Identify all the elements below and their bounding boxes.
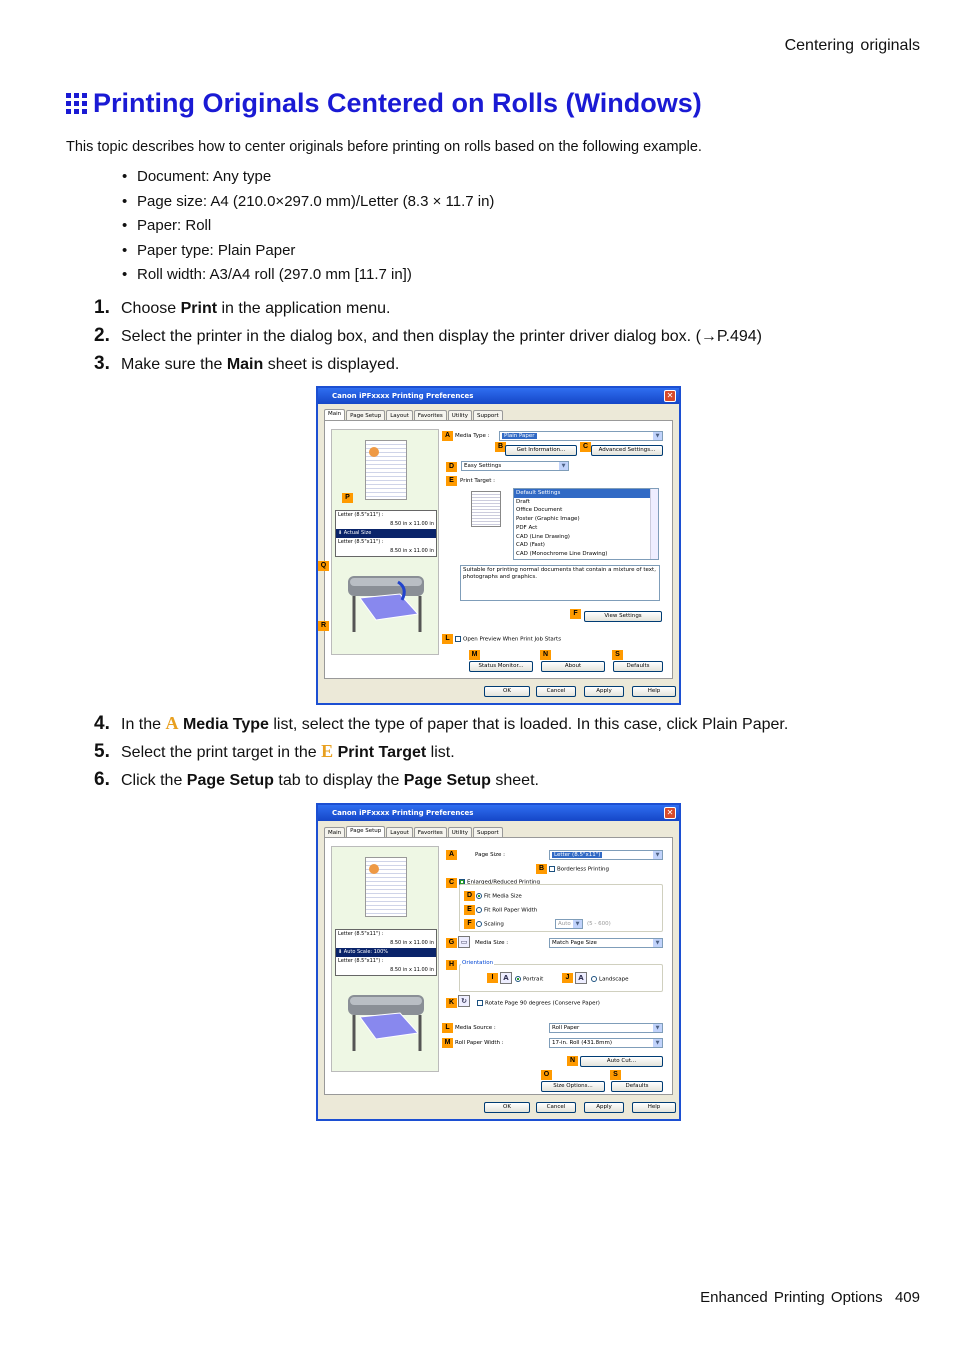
list-item[interactable]: PDF Act (516, 524, 538, 531)
step-4: 4. In the A Media Type list, select the type of paper that is loaded. In this case, click Plain Paper. (94, 713, 789, 734)
running-header: Centering originals (784, 37, 920, 54)
step-2: 2. Select the printer in the dialog box, and then display the printer driver dialog box. (→P.494) (94, 325, 762, 346)
callout-C: C (446, 878, 457, 888)
list-item[interactable]: Draft (516, 498, 530, 505)
scaling-stepper[interactable]: Auto ▼ (555, 919, 583, 929)
page-number: 409 (894, 1289, 920, 1306)
rotate-page-checkbox[interactable]: Rotate Page 90 degrees (Conserve Paper) (477, 1000, 600, 1007)
preview-area (331, 429, 439, 655)
about-button[interactable]: About (541, 661, 605, 672)
size-options-button[interactable]: Size Options... (541, 1081, 605, 1092)
dialog-title-bar: Canon iPFxxxx Printing Preferences ✕ (318, 388, 679, 404)
apply-button[interactable]: Apply (584, 1102, 624, 1113)
rotate-page-icon: ↻ (458, 995, 470, 1007)
callout-F: F (570, 609, 581, 619)
apply-button[interactable]: Apply (584, 686, 624, 697)
page-size-select[interactable]: Letter (8.5"x11") ▼ (549, 850, 663, 860)
scrollbar[interactable] (650, 489, 658, 559)
portrait-icon: A (500, 972, 512, 984)
tab-utility[interactable]: Utility (448, 827, 472, 838)
close-icon[interactable]: ✕ (664, 807, 676, 819)
example-list (122, 168, 494, 291)
list-item[interactable]: Poster (Graphic Image) (516, 516, 580, 523)
auto-cut-button[interactable]: Auto Cut... (580, 1056, 663, 1067)
callout-P: P (342, 493, 353, 503)
callout-E: E (446, 476, 457, 486)
callout-Q: Q (318, 561, 329, 571)
page-title-text: Printing Originals Centered on Rolls (Windows) (93, 88, 702, 118)
callout-J: J (562, 973, 573, 983)
media-type-select[interactable]: Plain Paper ▼ (499, 431, 663, 441)
callout-N: N (540, 650, 551, 660)
callout-E: E (464, 905, 475, 915)
callout-S: S (612, 650, 623, 660)
callout-D: D (446, 462, 457, 472)
list-item: • Page size: A4 (210.0×297.0 mm)/Letter (8.3 × 11.7 in) (122, 193, 494, 218)
tab-layout[interactable]: Layout (386, 410, 413, 421)
callout-G: G (446, 938, 457, 948)
status-monitor-button[interactable]: Status Monitor... (469, 661, 533, 672)
help-button[interactable]: Help (632, 1102, 676, 1113)
close-icon[interactable]: ✕ (664, 390, 676, 402)
step-3: 3. Make sure the Main sheet is displayed. (94, 353, 400, 374)
media-size-select[interactable]: Match Page Size ▼ (549, 938, 663, 948)
easy-settings-select[interactable]: Easy Settings ▼ (461, 461, 569, 471)
page-title (66, 88, 702, 119)
callout-H: H (446, 960, 457, 970)
tab-favorites[interactable]: Favorites (414, 827, 447, 838)
step-5: 5. Select the print target in the E Print Target list. (94, 741, 455, 762)
tab-main[interactable]: Main (324, 409, 345, 421)
list-item[interactable]: Office Document (516, 507, 563, 514)
callout-O: O (541, 1070, 552, 1080)
step-6: 6. Click the Page Setup tab to display the Page Setup sheet. (94, 769, 539, 790)
tab-main[interactable]: Main (324, 827, 345, 838)
ok-button[interactable]: OK (484, 1102, 530, 1113)
callout-I: I (487, 973, 498, 983)
cancel-button[interactable]: Cancel (536, 686, 576, 697)
grid-icon (66, 93, 87, 114)
get-information-button[interactable]: Get Information... (505, 445, 577, 456)
running-footer: Enhanced Printing Options 409 (700, 1289, 920, 1306)
callout-L: L (442, 634, 453, 644)
scaling-radio[interactable]: Scaling (476, 921, 504, 928)
size-info: Letter (8.5"x11") : 8.50 in x 11.00 in ⬇ Auto Scale: 100% Letter (8.5"x11") : 8.50 in x 11.00 in (335, 929, 437, 976)
callout-M: M (442, 1038, 453, 1048)
size-info: Letter (8.5"x11") : 8.50 in x 11.00 in ⬇ Actual Size Letter (8.5"x11") : 8.50 in x 11.00 in (335, 510, 437, 557)
page-setup-sheet: Letter (8.5"x11") : 8.50 in x 11.00 in ⬇ Auto Scale: 100% Letter (8.5"x11") : 8.50 in x 11.00 in A Page Size : Letter (8.5"x11") ▼ B Borderless Printing C Enlarged/Reduced Printing D Fit Media Size E Fit Roll Paper Width F Scaling Auto ▼ (5 - 600) G ▭ Media Size : Match Page Size ▼ H Orientation I A Portrait J A Landscape K ↻ Rotate Page 90 degrees (Conserve Paper) L Media Source : Roll Paper ▼ M Roll Paper Width : 17-in. Roll (431.8mm) ▼ N Auto Cut... O S Size Options... Defaults (324, 837, 673, 1095)
callout-N: N (567, 1056, 578, 1066)
advanced-settings-button[interactable]: Advanced Settings... (591, 445, 663, 456)
tab-page-setup[interactable]: Page Setup (346, 826, 385, 838)
list-item: • Paper: Roll (122, 217, 494, 242)
printing-preferences-page-setup-dialog (316, 803, 681, 1121)
ok-button[interactable]: OK (484, 686, 530, 697)
defaults-button[interactable]: Defaults (613, 661, 663, 672)
enlarged-checkbox[interactable]: Enlarged/Reduced Printing (459, 879, 540, 886)
list-item[interactable]: CAD (Line Drawing) (516, 533, 570, 540)
list-item[interactable]: Default Settings (514, 489, 658, 498)
preview-area (331, 846, 439, 1072)
tab-page-setup[interactable]: Page Setup (346, 410, 385, 421)
callout-M: M (469, 650, 480, 660)
dialog-title-bar: Canon iPFxxxx Printing Preferences ✕ (318, 805, 679, 821)
tab-favorites[interactable]: Favorites (414, 410, 447, 421)
step-1: 1. Choose Print in the application menu. (94, 297, 391, 318)
callout-A: A (446, 850, 457, 860)
list-item: • Document: Any type (122, 168, 494, 193)
landscape-icon: A (575, 972, 587, 984)
intro-text: This topic describes how to center originals before printing on rolls based on the following example. (66, 139, 702, 155)
help-button[interactable]: Help (632, 686, 676, 697)
callout-C: C (580, 442, 591, 452)
defaults-button[interactable]: Defaults (611, 1081, 663, 1092)
tab-layout[interactable]: Layout (386, 827, 413, 838)
target-thumbnail (471, 491, 501, 527)
callout-D: D (464, 891, 475, 901)
printer-illustration (340, 568, 432, 638)
fit-media-size-radio[interactable]: Fit Media Size (476, 893, 522, 900)
tab-support[interactable]: Support (473, 827, 503, 838)
callout-S: S (610, 1070, 621, 1080)
printing-preferences-main-dialog (316, 386, 681, 705)
tab-utility[interactable]: Utility (448, 410, 472, 421)
printer-illustration (340, 987, 432, 1057)
page-preview (365, 857, 407, 917)
roll-paper-width-select[interactable]: 17-in. Roll (431.8mm) ▼ (549, 1038, 663, 1048)
callout-B: B (536, 864, 547, 874)
landscape-radio[interactable]: Landscape (591, 976, 629, 983)
callout-B: B (495, 442, 506, 452)
media-source-select[interactable]: Roll Paper ▼ (549, 1023, 663, 1033)
portrait-radio[interactable]: Portrait (515, 976, 543, 983)
page-preview (365, 440, 407, 500)
main-sheet: Letter (8.5"x11") : 8.50 in x 11.00 in ⬇ Actual Size Letter (8.5"x11") : 8.50 in x 11.00 in P Q R A Media Type : Plain Paper ▼ B Get Information... C Advanced Settings... D Easy Settings ▼ E Print Target : Default Settings Draft Office Document Poster (Graphic Image) PDF Act CAD (Line Drawing) CAD (Fast) CAD (Monochrome Line Drawing) Suitable for printing normal documents that contain a mixture of text, photographs and graphics. F View Settings L Open Preview When Print Job Starts M N S Status Monitor... About Defaults (324, 420, 673, 679)
callout-R: R (318, 621, 329, 631)
tab-support[interactable]: Support (473, 410, 503, 421)
view-settings-button[interactable]: View Settings (584, 611, 662, 622)
borderless-checkbox[interactable]: Borderless Printing (549, 866, 609, 873)
callout-L: L (442, 1023, 453, 1033)
callout-K: K (446, 998, 457, 1008)
list-item: • Roll width: A3/A4 roll (297.0 mm [11.7 in]) (122, 266, 494, 291)
media-size-icon: ▭ (458, 936, 470, 948)
list-item[interactable]: CAD (Fast) (516, 542, 545, 549)
callout-F: F (464, 919, 475, 929)
callout-A: A (442, 431, 453, 441)
list-item[interactable]: CAD (Monochrome Line Drawing) (516, 550, 608, 557)
target-description: Suitable for printing normal documents that contain a mixture of text, photographs and graphics. (460, 565, 660, 601)
cancel-button[interactable]: Cancel (536, 1102, 576, 1113)
list-item: • Paper type: Plain Paper (122, 242, 494, 267)
fit-roll-width-radio[interactable]: Fit Roll Paper Width (476, 907, 537, 914)
print-target-list[interactable] (513, 488, 659, 560)
open-preview-checkbox[interactable]: Open Preview When Print Job Starts (455, 636, 561, 643)
